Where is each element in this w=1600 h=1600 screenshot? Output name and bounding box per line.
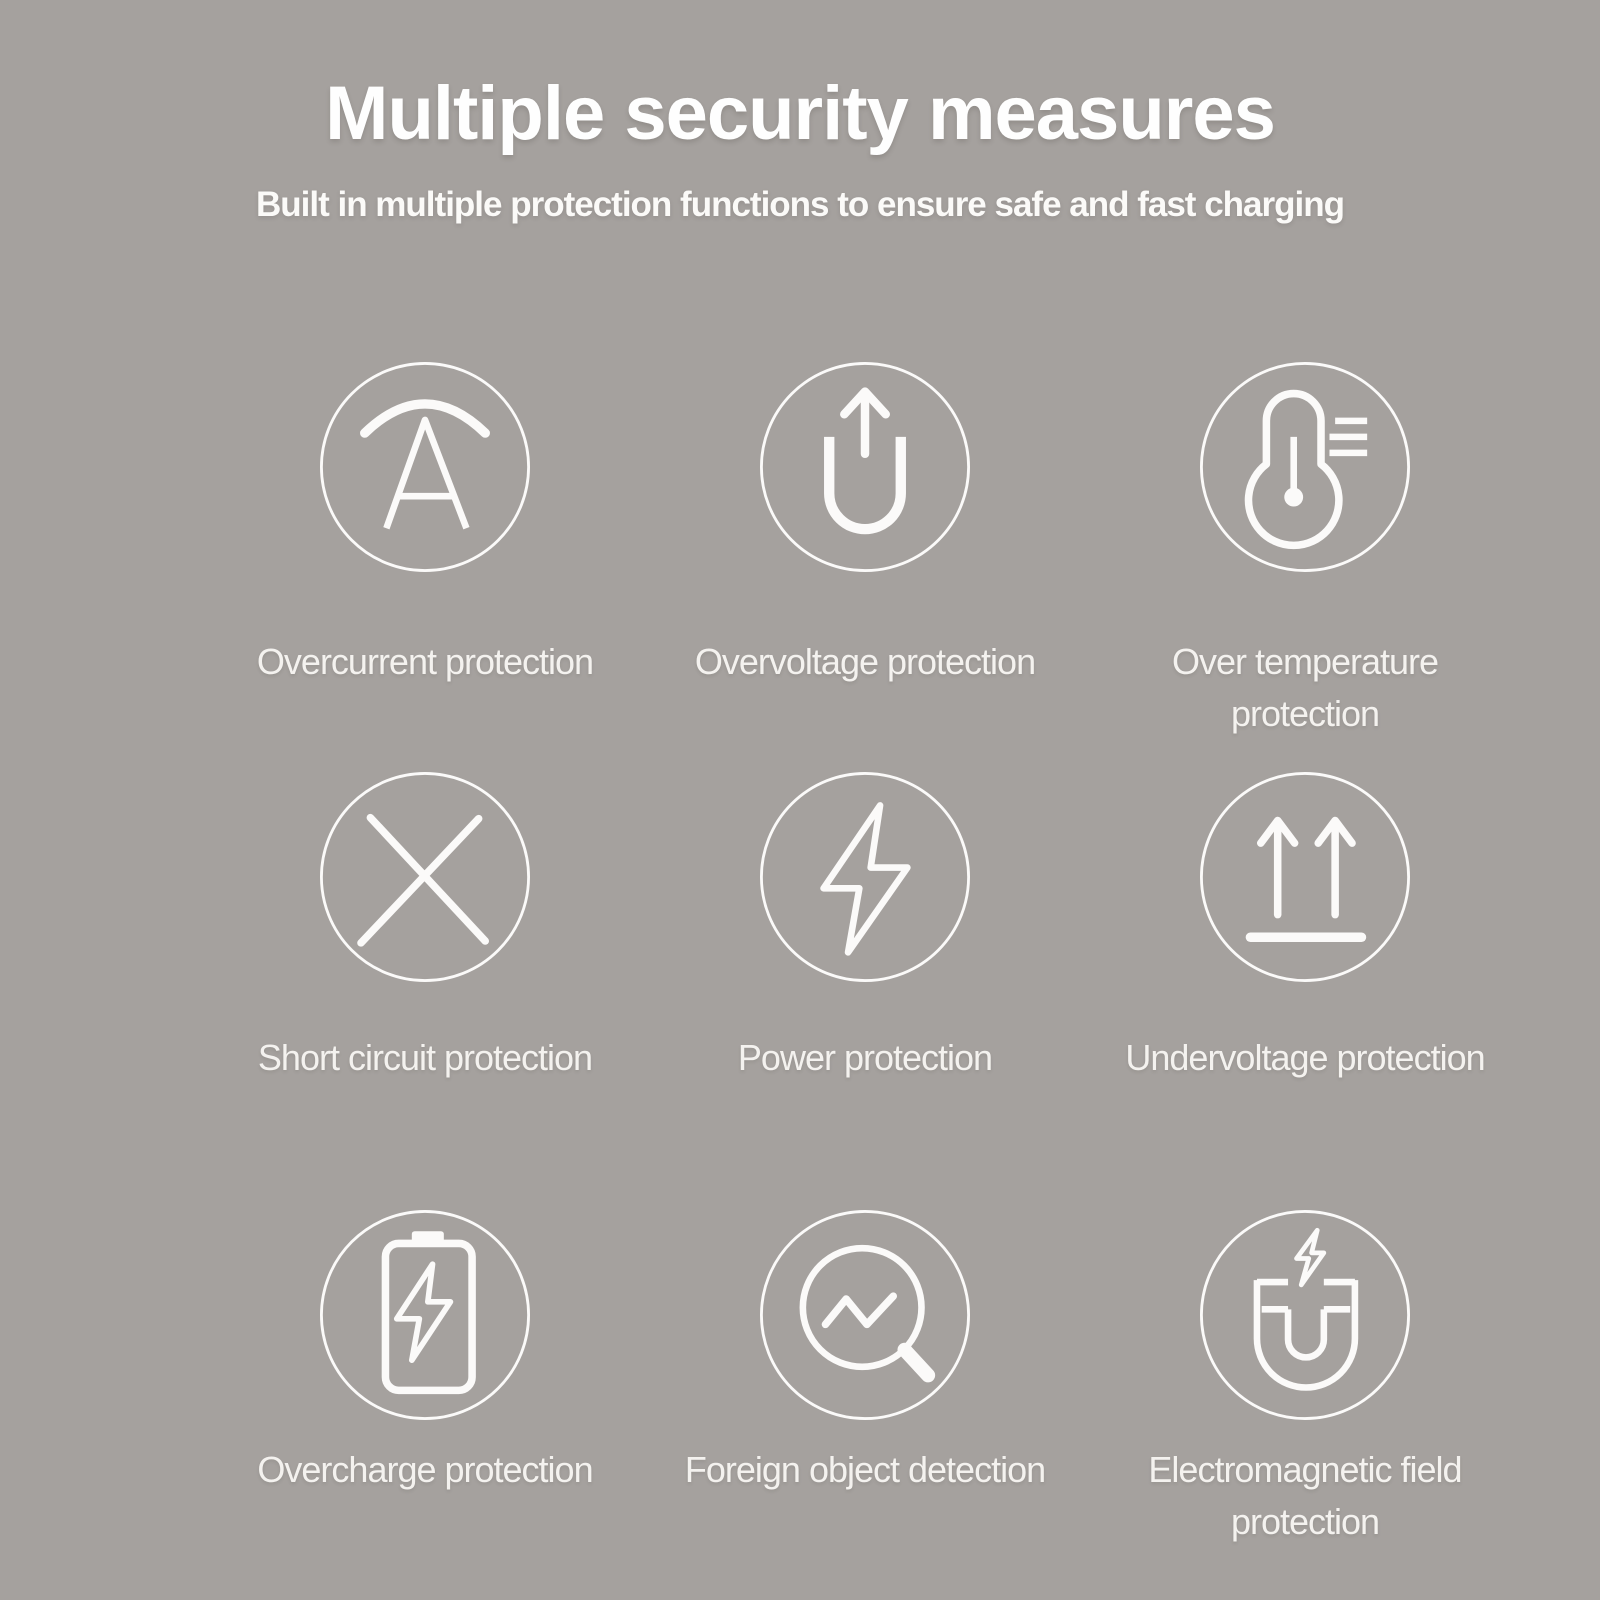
cross-icon <box>312 764 538 990</box>
page-title: Multiple security measures <box>325 71 1275 156</box>
feature-item-overvoltage <box>645 354 1085 764</box>
double-up-arrows-icon <box>1192 764 1418 990</box>
feature-label: Undervoltage protection <box>1125 1037 1485 1078</box>
feature-item-overcurrent <box>205 354 645 764</box>
feature-item-power <box>645 764 1085 1202</box>
features-grid <box>205 354 1485 1548</box>
voltage-up-arrow-icon <box>752 354 978 580</box>
lightning-bolt-icon <box>752 764 978 990</box>
page-subtitle: Built in multiple protection functions to ensure safe and fast charging <box>256 185 1344 224</box>
feature-item-undervoltage <box>1085 764 1525 1202</box>
magnet-lightning-icon <box>1192 1202 1418 1428</box>
feature-item-over-temperature <box>1085 354 1525 764</box>
feature-item-overcharge <box>205 1202 645 1548</box>
feature-item-electromagnetic <box>1085 1202 1525 1548</box>
magnifier-zigzag-icon <box>752 1202 978 1428</box>
feature-label: Over temperature protection <box>1171 641 1439 735</box>
feature-label: Overvoltage protection <box>694 641 1036 682</box>
feature-item-foreign-object <box>645 1202 1085 1548</box>
feature-label: Power protection <box>737 1037 993 1078</box>
feature-label: Overcharge protection <box>257 1449 593 1490</box>
feature-label: Overcurrent protection <box>256 641 594 682</box>
battery-charging-icon <box>312 1202 538 1428</box>
ampere-meter-icon <box>312 354 538 580</box>
feature-label: Electromagnetic field protection <box>1148 1449 1462 1543</box>
feature-label: Foreign object detection <box>684 1449 1046 1490</box>
feature-label: Short circuit protection <box>257 1037 593 1078</box>
thermometer-icon <box>1192 354 1418 580</box>
feature-item-short-circuit <box>205 764 645 1202</box>
